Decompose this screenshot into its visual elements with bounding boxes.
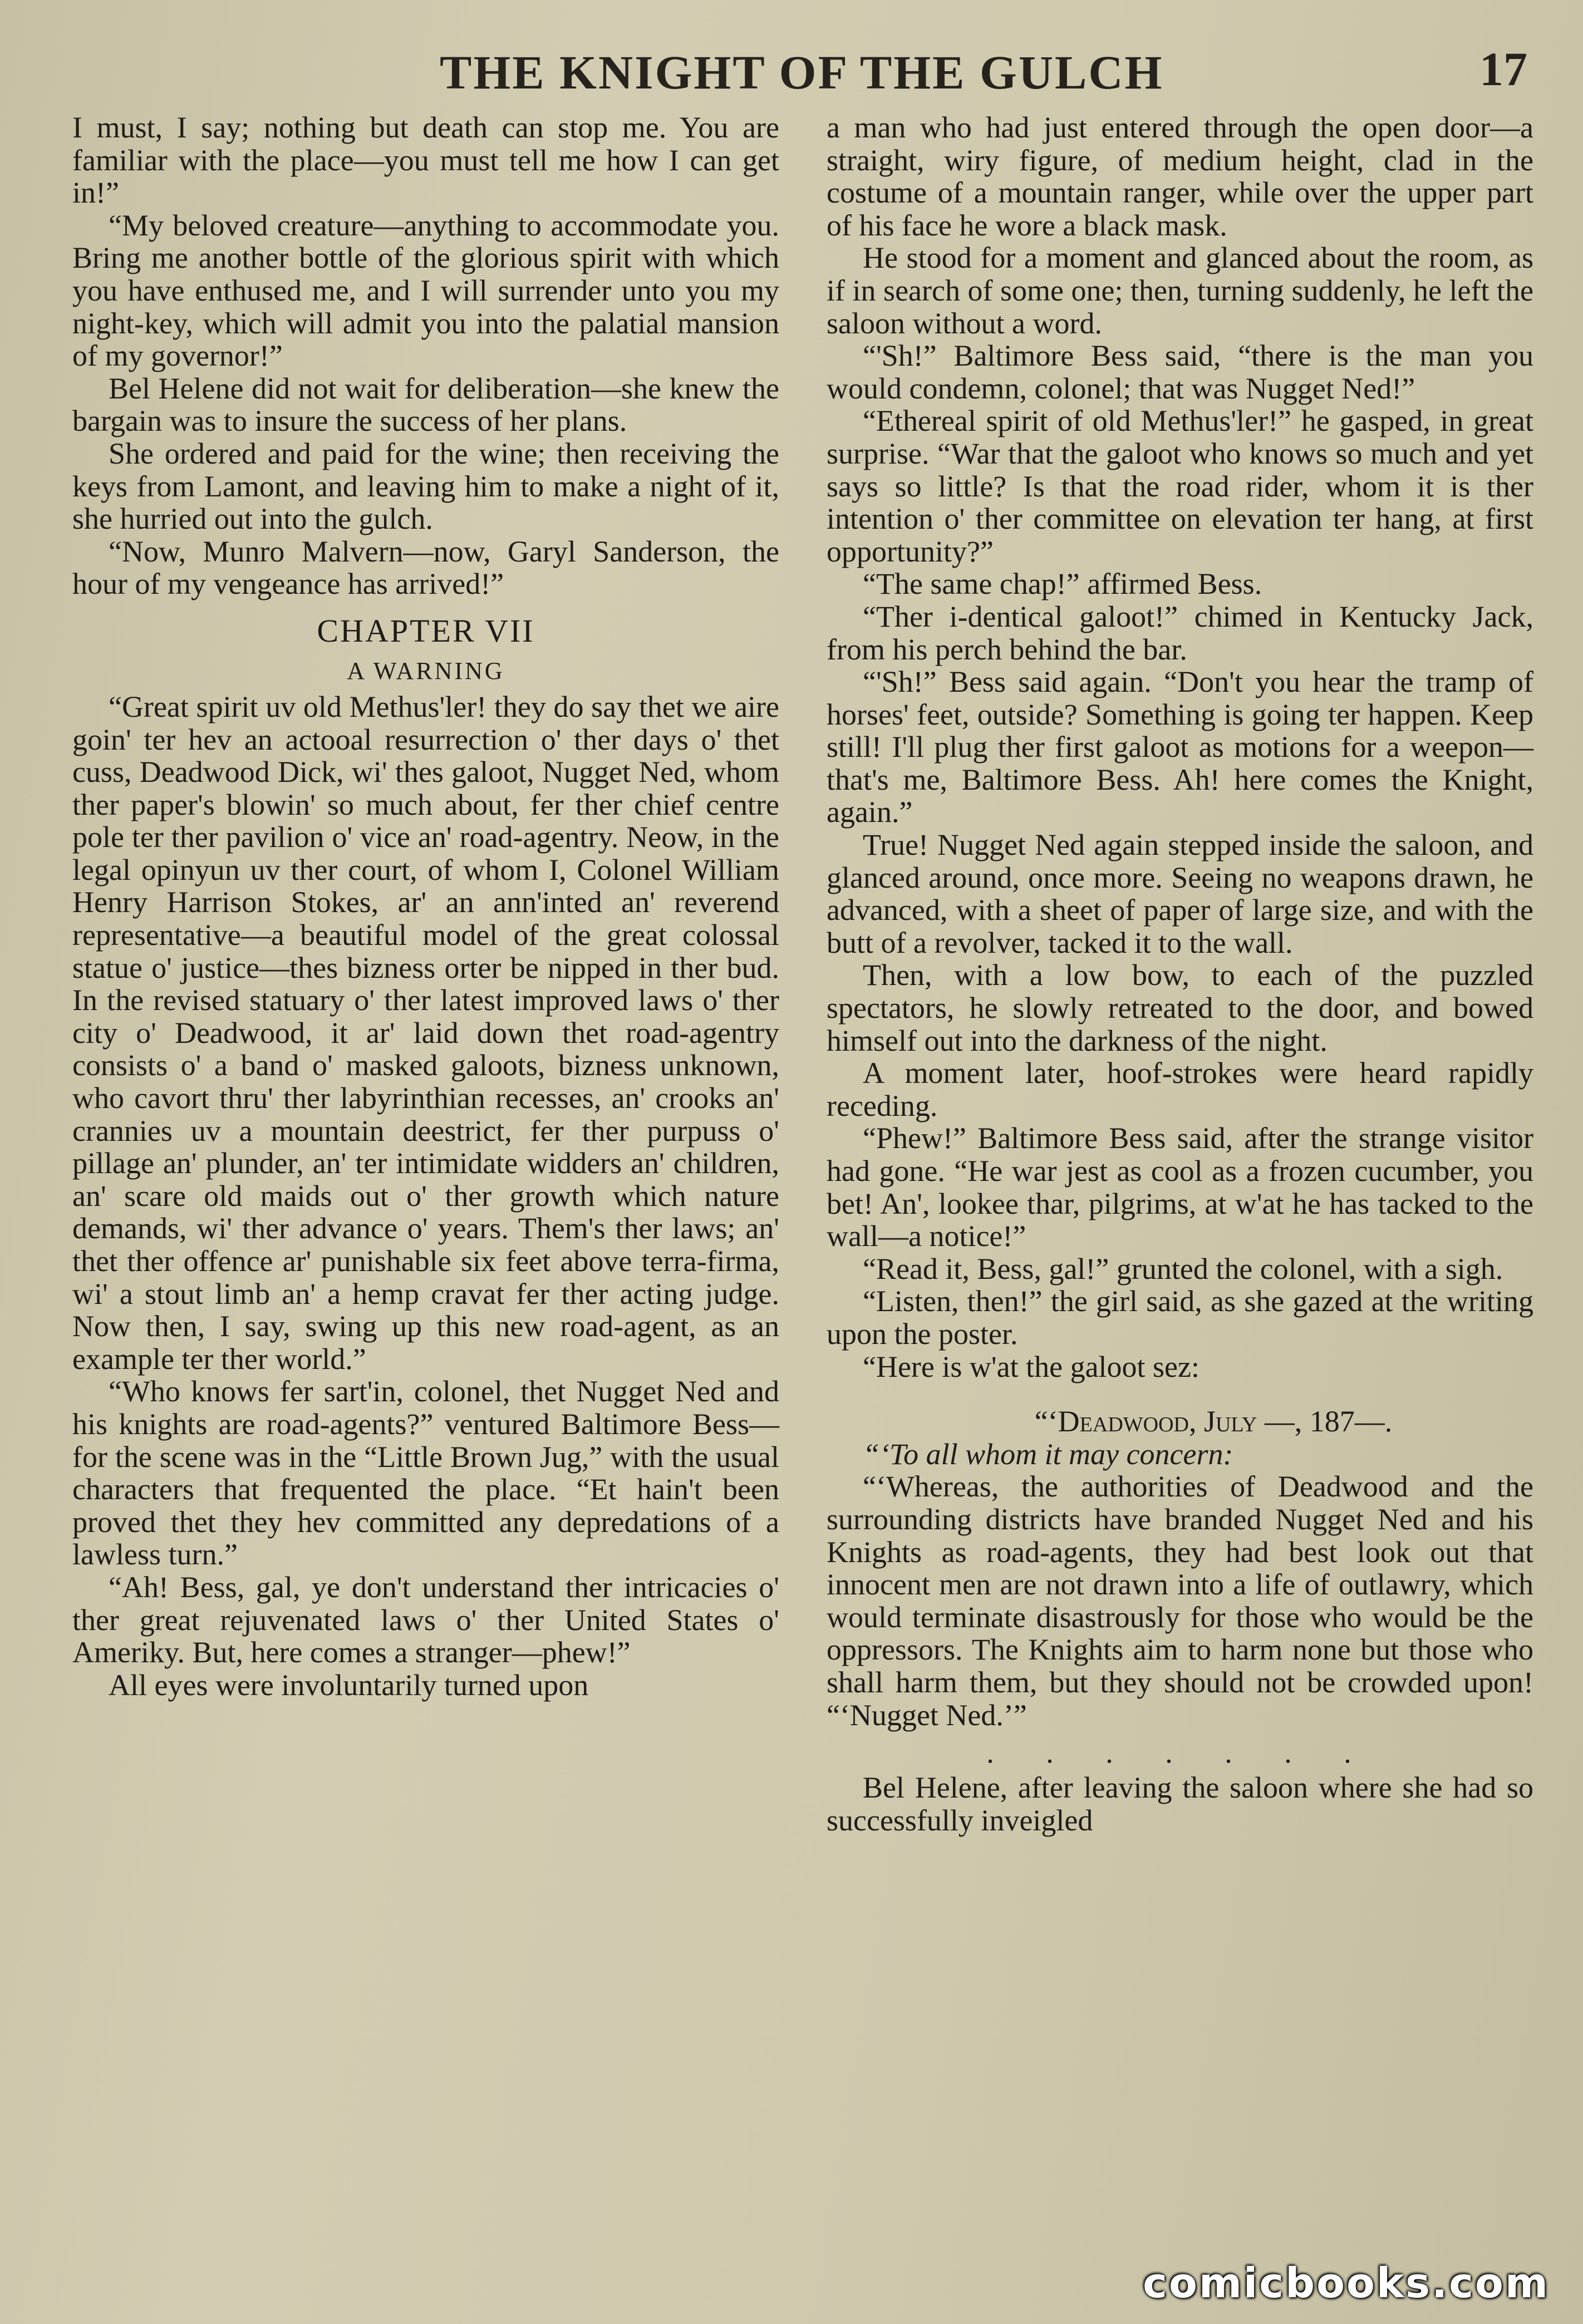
page-number: 17 xyxy=(1479,42,1527,96)
notice-dateline: “‘Deadwood, July —, 187—. xyxy=(1034,1405,1393,1439)
paragraph: “Phew!” Baltimore Bess said, after the strange visitor had gone. “He war jest as cool as a frozen cucumber, you bet! An', lookee thar, pilgrims, at w'at he has tacked to the wall—a notice!” xyxy=(827,1121,1533,1253)
paragraph: “Read it, Bess, gal!” grunted the colonel, with a sigh. xyxy=(863,1252,1503,1286)
paragraph: “Listen, then!” the girl said, as she gazed at the writing upon the poster. xyxy=(827,1284,1533,1351)
paragraph: Bel Helene did not wait for deliberation—she knew the bargain was to insure the success of her plans. xyxy=(72,371,779,438)
paragraph: “Ah! Bess, gal, ye don't understand ther intricacies o' ther great rejuvenated laws o' ther United States o' Ameriky. But, here comes a stranger—phew!” xyxy=(72,1570,779,1670)
paragraph: She ordered and paid for the wine; then receiving the keys from Lamont, and leaving him to make a night of it, she hurried out into the gulch. xyxy=(72,436,779,536)
paragraph: True! Nugget Ned again stepped inside the saloon, and glanced around, once more. Seeing no weapons drawn, he advanced, with a sheet of paper of large size, and with the butt of a revolver, tacked it to the wall. xyxy=(827,828,1533,959)
left-column xyxy=(72,111,779,1701)
chapter-subtitle: A WARNING xyxy=(347,657,505,685)
right-column xyxy=(827,111,1533,1836)
paragraph: “Here is w'at the galoot sez: xyxy=(863,1350,1199,1383)
paragraph: He stood for a moment and glanced about the room, as if in search of some one; then, turning suddenly, he left the saloon without a word. xyxy=(827,241,1533,340)
paragraph: All eyes were involuntarily turned upon xyxy=(109,1668,589,1702)
section-break-dots: . . . . . . . xyxy=(986,1736,1374,1770)
watermark: comicbooks.com xyxy=(1143,2259,1550,2307)
paragraph: Bel Helene, after leaving the saloon where she had so successfully inveigled xyxy=(827,1771,1533,1837)
paragraph: A moment later, hoof-strokes were heard rapidly receding. xyxy=(827,1056,1533,1122)
paragraph: “My beloved creature—anything to accommodate you. Bring me another bottle of the glorious spirit with which you have enthused me, and I will surrender unto you my night-key, which will admit you into the palatial mansion of my governor!” xyxy=(72,208,779,373)
paragraph: “Great spirit uv old Methus'ler! they do say thet we aire goin' ter hev an actooal resurrection o' ther days o' thet cuss, Deadwood Dick, wi' thes galoot, Nugget Ned, whom ther paper's blowin' so much about, fer ther chief centre pole ter ther pavilion o' vice an' road-agentry. Neow, in the legal opinyun uv ther court, of whom I, Colonel William Henry Harrison Stokes, ar' an ann'inted an' reverend representative—a beautiful model of the great colossal statue o' justice—thes bizness orter be nipped in ther bud. In the revised statuary o' ther latest improved laws o' ther city o' Deadwood, it ar' laid down thet road-agentry consists o' a band o' masked galoots, bizness unknown, who cavort thru' ther labyrinthian recesses, an' crooks an' crannies uv a mountain deestrict, fer ther purpuss o' pillage an' plunder, an' ter intimidate widders an' children, an' scare old maids out o' ther growth which nature demands, wi' ther advance o' years. Them's ther laws; an' thet ther offence ar' punishable six feet above terra-firma, wi' a stout limb an' a hemp cravat fer ther acting judge. Now then, I say, swing up this new road-agent, as an example ter ther world.” xyxy=(72,690,779,1376)
page-header xyxy=(0,33,1583,111)
notice-body: “‘Whereas, the authorities of Deadwood and the surrounding districts have branded Nugget Ned and his Knights as road-agents, they had best look out that innocent men are not drawn into a life of outlawry, which would terminate disastrously for those who would be the oppressors. The Knights aim to harm none but those who shall harm them, but they should not be crowded upon! “‘Nugget Ned.’” xyxy=(827,1470,1533,1732)
running-title: THE KNIGHT OF THE GULCH xyxy=(440,46,1164,99)
paragraph: Then, with a low bow, to each of the puzzled spectators, he slowly retreated to the door, and bowed himself out into the darkness of the night. xyxy=(827,958,1533,1057)
paragraph: “Ethereal spirit of old Methus'ler!” he gasped, in great surprise. “War that the galoot who knows so much and yet says so little? Is that the road rider, whom it is ther intention o' ther committee on elevation ter hang, at first opportunity?” xyxy=(827,404,1533,568)
paragraph: I must, I say; nothing but death can stop me. You are familiar with the place—you must tell me how I can get in!” xyxy=(72,111,779,210)
chapter-title: CHAPTER VII xyxy=(317,612,535,649)
paragraph: “'Sh!” Bess said again. “Don't you hear the tramp of horses' feet, outside? Something is going ter happen. Keep still! I'll plug ther first galoot as motions for a weepon—that's me, Baltimore Bess. Ah! here comes the Knight, again.” xyxy=(827,665,1533,829)
paragraph: a man who had just entered through the open door—a straight, wiry figure, of medium height, clad in the costume of a mountain ranger, while over the upper part of his face he wore a black mask. xyxy=(827,111,1533,242)
notice-salutation: “‘To all whom it may concern: xyxy=(863,1437,1233,1471)
paragraph: “Now, Munro Malvern—now, Garyl Sanderson, the hour of my vengeance has arrived!” xyxy=(72,534,779,601)
paragraph: “Ther i-dentical galoot!” chimed in Kentucky Jack, from his perch behind the bar. xyxy=(827,599,1533,666)
paragraph: “Who knows fer sart'in, colonel, thet Nugget Ned and his knights are road-agents?” ventured Baltimore Bess—for the scene was in the “Little Brown Jug,” with the usual characters that frequented the place. “Et hain't been proved thet they hev committed any depredations of a lawless turn.” xyxy=(72,1375,779,1572)
paragraph: “'Sh!” Baltimore Bess said, “there is the man you would condemn, colonel; that was Nugget Ned!” xyxy=(827,339,1533,405)
paragraph: “The same chap!” affirmed Bess. xyxy=(863,567,1262,601)
